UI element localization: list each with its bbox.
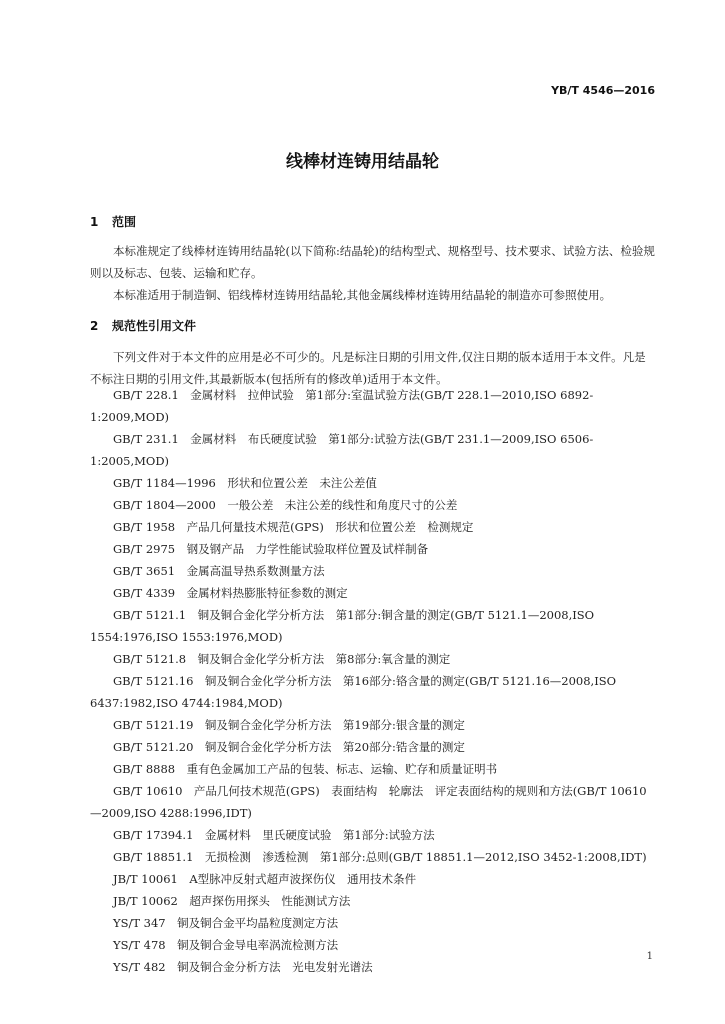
document-title: 线棒材连铸用结晶轮: [286, 152, 439, 172]
section-1-heading: [90, 213, 136, 230]
reference-item: YS/T 482 铜及铜合金分析方法 光电发射光谱法: [113, 960, 373, 974]
reference-item: GB/T 228.1 金属材料 拉伸试验 第1部分:室温试验方法(GB/T 228.1—2010,ISO 6892-1:2009,MOD): [90, 388, 594, 424]
reference-item: GB/T 18851.1 无损检测 渗透检测 第1部分:总则(GB/T 18851.1—2012,ISO 3452-1:2008,IDT): [113, 850, 647, 864]
references-intro: 下列文件对于本文件的应用是必不可少的。凡是标注日期的引用文件,仅注日期的版本适用于本文件。凡是不标注日期的引用文件,其最新版本(包括所有的修改单)适用于本文件。: [90, 350, 646, 386]
reference-item: YS/T 478 铜及铜合金导电率涡流检测方法: [113, 938, 339, 952]
section-title: 范围: [112, 215, 137, 229]
reference-item: GB/T 5121.8 铜及铜合金化学分析方法 第8部分:氧含量的测定: [113, 652, 451, 666]
reference-item: GB/T 1804—2000 一般公差 未注公差的线性和角度尺寸的公差: [113, 498, 458, 512]
reference-item: GB/T 5121.1 铜及铜合金化学分析方法 第1部分:铜含量的测定(GB/T 5121.1—2008,ISO 1554:1976,ISO 1553:1976,MOD): [90, 608, 595, 644]
reference-item: GB/T 1184—1996 形状和位置公差 未注公差值: [113, 476, 377, 490]
reference-item: GB/T 231.1 金属材料 布氏硬度试验 第1部分:试验方法(GB/T 231.1—2009,ISO 6506-1:2005,MOD): [90, 432, 594, 468]
standard-code: YB/T 4546—2016: [551, 84, 655, 97]
reference-item: GB/T 5121.19 铜及铜合金化学分析方法 第19部分:银含量的测定: [113, 718, 465, 732]
normative-references-list: [90, 384, 656, 978]
scope-paragraph-2: 本标准适用于制造铜、铝线棒材连铸用结晶轮,其他金属线棒材连铸用结晶轮的制造亦可参照使用。: [113, 288, 612, 302]
reference-item: GB/T 8888 重有色金属加工产品的包装、标志、运输、贮存和质量证明书: [113, 762, 498, 776]
reference-item: YS/T 347 铜及铜合金平均晶粒度测定方法: [113, 916, 339, 930]
section-number: 2: [90, 319, 99, 333]
reference-item: JB/T 10062 超声探伤用探头 性能测试方法: [113, 894, 351, 908]
section-2-heading: [90, 317, 196, 334]
page-number: 1: [646, 951, 653, 962]
scope-paragraph-1: 本标准规定了线棒材连铸用结晶轮(以下简称:结晶轮)的结构型式、规格型号、技术要求、试验方法、检验规则以及标志、包装、运输和贮存。: [90, 244, 655, 280]
reference-item: GB/T 4339 金属材料热膨胀特征参数的测定: [113, 586, 348, 600]
section-number: 1: [90, 215, 99, 229]
reference-item: GB/T 2975 钢及钢产品 力学性能试验取样位置及试样制备: [113, 542, 429, 556]
reference-item: JB/T 10061 A型脉冲反射式超声波探伤仪 通用技术条件: [113, 872, 417, 886]
reference-item: GB/T 1958 产品几何量技术规范(GPS) 形状和位置公差 检测规定: [113, 520, 474, 534]
reference-item: GB/T 5121.16 铜及铜合金化学分析方法 第16部分:铬含量的测定(GB/T 5121.16—2008,ISO 6437:1982,ISO 4744:1984,MOD): [90, 674, 617, 710]
reference-item: GB/T 10610 产品几何技术规范(GPS) 表面结构 轮廓法 评定表面结构的规则和方法(GB/T 10610—2009,ISO 4288:1996,IDT): [90, 784, 647, 820]
reference-item: GB/T 3651 金属高温导热系数测量方法: [113, 564, 325, 578]
reference-item: GB/T 5121.20 铜及铜合金化学分析方法 第20部分:锆含量的测定: [113, 740, 465, 754]
section-title: 规范性引用文件: [112, 319, 197, 333]
reference-item: GB/T 17394.1 金属材料 里氏硬度试验 第1部分:试验方法: [113, 828, 435, 842]
